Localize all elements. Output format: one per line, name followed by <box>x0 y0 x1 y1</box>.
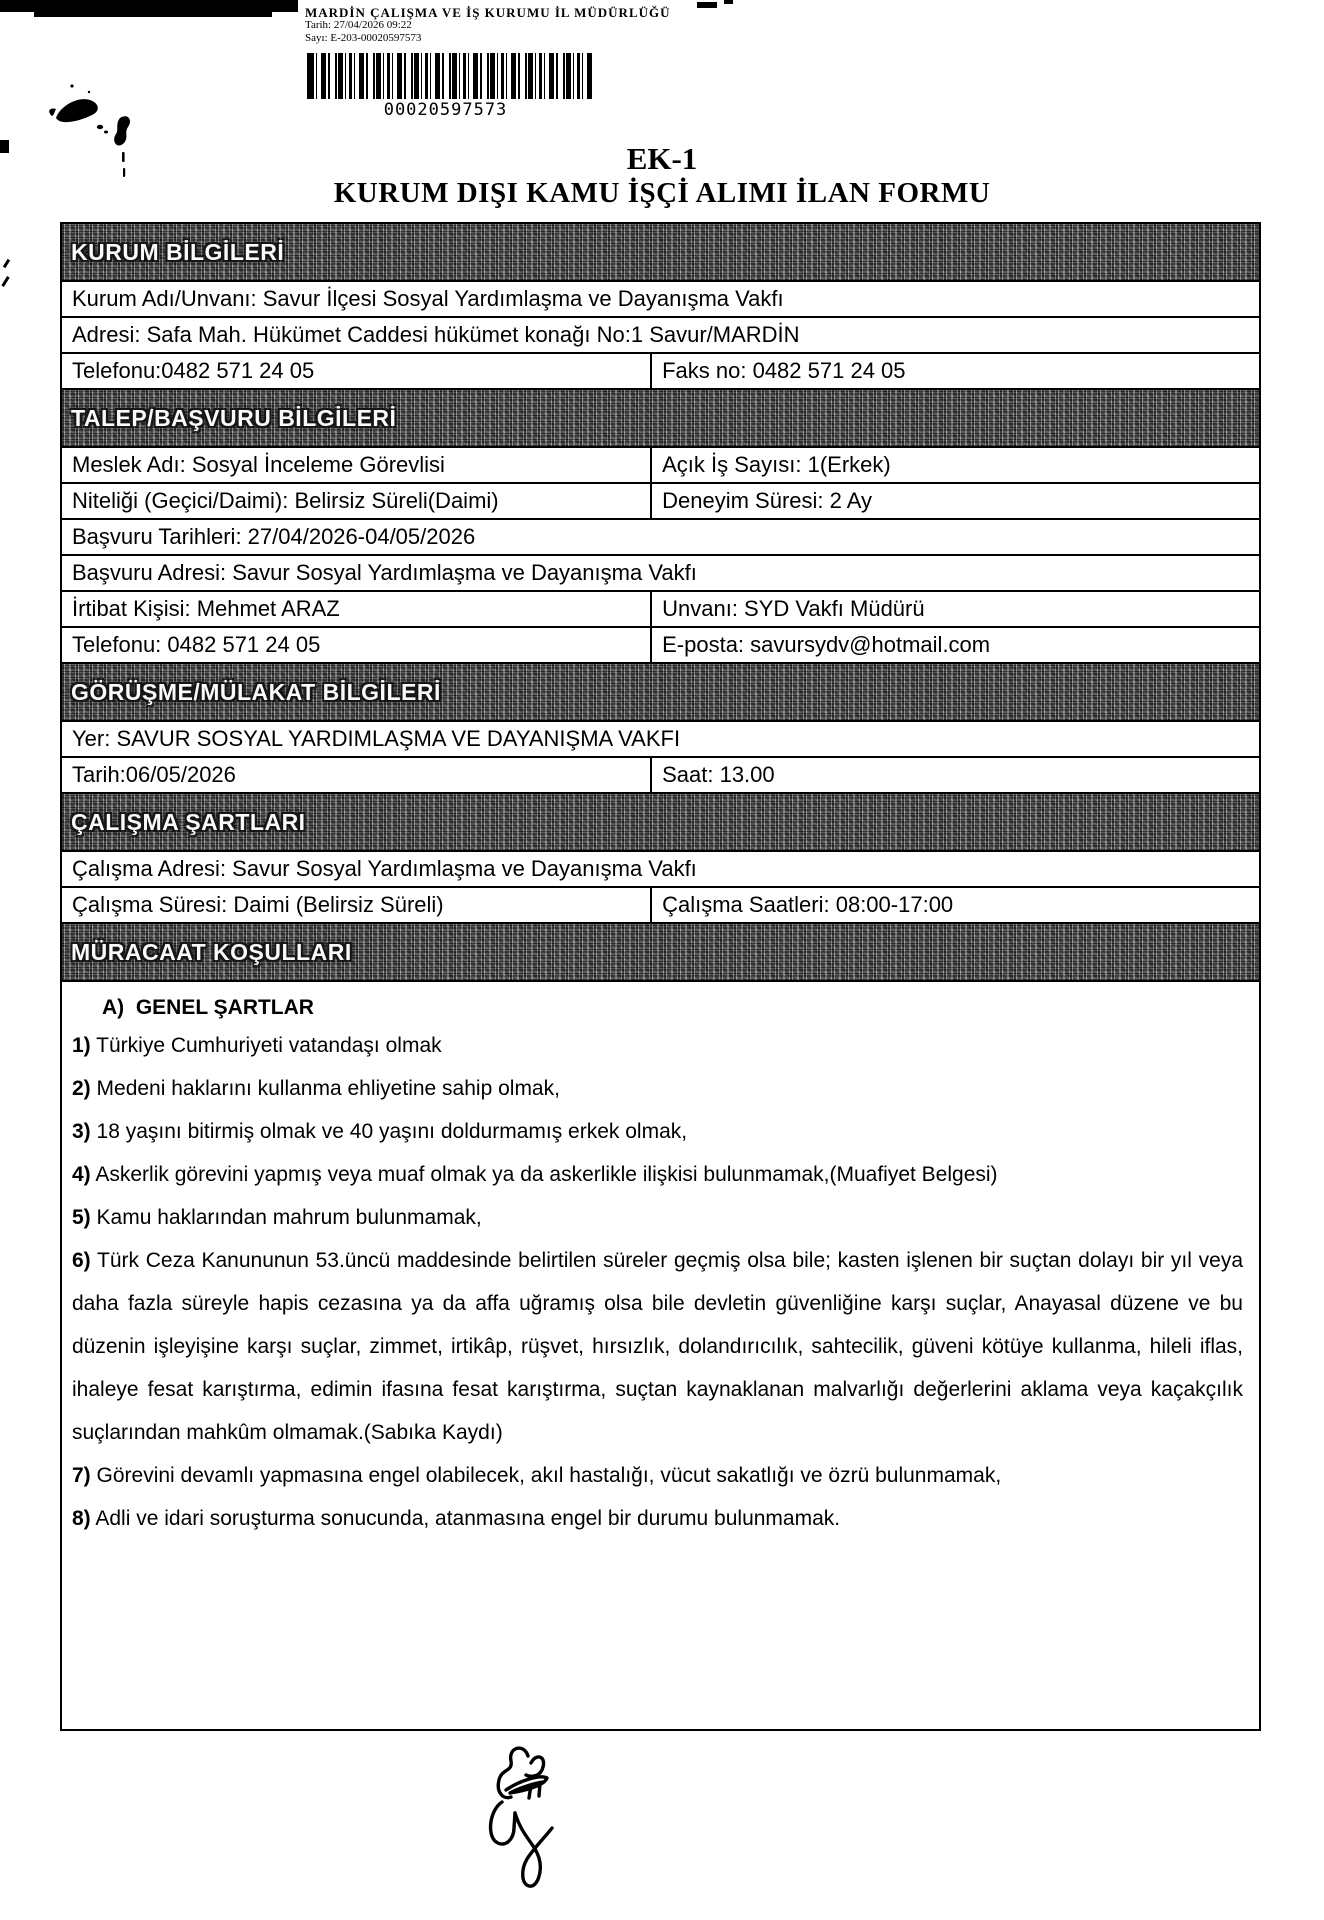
condition-item: 6) Türk Ceza Kanununun 53.üncü maddesinde belirtilen süreler geçmiş olsa bile; kasten işlenen bir suçtan dolayı bir yıl veya daha fazla süreyle hapis cezasına ya da affa uğramış olsa bile devletin güvenliğine karşı suçlar, Anayasal düzene ve bu düzenin işleyişine karşı suçlar, zimmet, irtikâp, rüşvet, hırsızlık, dolandırıcılık, sahtecilik, güveni kötüye kullanma, hileli iflas, ihaleye fesat karıştırma, edimin ifasına fesat karıştırma, suçtan kaynaklanan malvarlığı değerlerini aklama veya kaçakçılık suçlarından mahkûm olmamak.(Sabıka Kaydı) <box>72 1249 1243 1444</box>
barcode <box>307 53 592 99</box>
field-calisma-saatleri: Çalışma Saatleri: 08:00-17:00 <box>662 892 954 917</box>
section-header-kurum-bilgileri <box>62 224 1259 282</box>
handwritten-signature <box>486 1740 582 1912</box>
field-acik-is-sayisi: Açık İş Sayısı: 1(Erkek) <box>662 452 891 477</box>
scan-edge-artifact <box>1 276 9 287</box>
section-header-label: KURUM BİLGİLERİ <box>71 238 285 265</box>
condition-item: 4) Askerlik görevini yapmış veya muaf olmak ya da askerlikle ilişkisi bulunmamak,(Muafiyet Belgesi) <box>72 1163 998 1186</box>
condition-item: 8) Adli ve idari soruşturma sonucunda, atanmasına engel bir durumu bulunmamak. <box>72 1507 841 1530</box>
field-unvani: Unvanı: SYD Vakfı Müdürü <box>662 596 925 621</box>
field-niteligi: Niteliği (Geçici/Daimi): Belirsiz Süreli(Daimi) <box>62 484 652 518</box>
section-header-label: ÇALIŞMA ŞARTLARI <box>71 808 306 835</box>
field-calisma-adresi: Çalışma Adresi: Savur Sosyal Yardımlaşma ve Dayanışma Vakfı <box>72 856 697 881</box>
field-tarih: Tarih:06/05/2026 <box>62 758 652 792</box>
condition-item: 1) Türkiye Cumhuriyeti vatandaşı olmak <box>72 1034 442 1057</box>
table-row <box>62 888 1259 924</box>
field-irtibat-kisisi: İrtibat Kişisi: Mehmet ARAZ <box>62 592 652 626</box>
section-header-calisma-sartlari <box>62 794 1259 852</box>
section-header-muracaat-kosullari <box>62 924 1259 982</box>
form-title: KURUM DIŞI KAMU İŞÇİ ALIMI İLAN FORMU <box>333 177 991 209</box>
scan-edge-artifact <box>0 0 298 12</box>
field-yer: Yer: SAVUR SOSYAL YARDIMLAŞMA VE DAYANIŞMA VAKFI <box>72 726 681 751</box>
section-header-talep-basvuru <box>62 390 1259 448</box>
letterhead <box>305 6 671 45</box>
conditions-subheading <box>102 996 1243 1020</box>
subheading-text: GENEL ŞARTLAR <box>135 996 314 1019</box>
scan-edge-artifact <box>34 12 272 17</box>
table-row <box>62 484 1259 520</box>
table-row <box>62 592 1259 628</box>
field-saat: Saat: 13.00 <box>662 762 775 787</box>
table-row <box>62 722 1259 758</box>
field-basvuru-adresi: Başvuru Adresi: Savur Sosyal Yardımlaşma ve Dayanışma Vakfı <box>72 560 697 585</box>
field-calisma-suresi: Çalışma Süresi: Daimi (Belirsiz Süreli) <box>62 888 652 922</box>
conditions-list <box>72 1024 1243 1540</box>
table-row <box>62 556 1259 592</box>
field-eposta: E-posta: savursydv@hotmail.com <box>662 632 991 657</box>
field-telefonu-2: Telefonu: 0482 571 24 05 <box>62 628 652 662</box>
section-header-label: MÜRACAAT KOŞULLARI <box>71 938 352 965</box>
table-row <box>62 520 1259 556</box>
scan-edge-artifact <box>697 2 717 8</box>
field-adresi: Adresi: Safa Mah. Hükümet Caddesi hükümet konağı No:1 Savur/MARDİN <box>72 322 800 347</box>
section-header-label: GÖRÜŞME/MÜLAKAT BİLGİLERİ <box>71 678 441 705</box>
form-table <box>60 222 1261 1731</box>
field-basvuru-tarihleri: Başvuru Tarihleri: 27/04/2026-04/05/2026 <box>72 524 476 549</box>
condition-item: 3) 18 yaşını bitirmiş olmak ve 40 yaşını doldurmamış erkek olmak, <box>72 1120 688 1143</box>
field-kurum-adi: Kurum Adı/Unvanı: Savur İlçesi Sosyal Yardımlaşma ve Dayanışma Vakfı <box>72 286 784 311</box>
section-header-label: TALEP/BAŞVURU BİLGİLERİ <box>71 404 397 431</box>
section-header-gorusme-mulakat <box>62 664 1259 722</box>
field-faks: Faks no: 0482 571 24 05 <box>662 358 906 383</box>
scan-edge-artifact <box>3 259 10 268</box>
letterhead-number: Sayı: E-203-00020597573 <box>305 32 422 44</box>
field-meslek-adi: Meslek Adı: Sosyal İnceleme Görevlisi <box>62 448 652 482</box>
table-row <box>62 628 1259 664</box>
field-deneyim-suresi: Deneyim Süresi: 2 Ay <box>662 488 873 513</box>
barcode-number: 00020597573 <box>383 100 508 120</box>
attachment-number-title: EK-1 <box>626 141 698 176</box>
field-telefonu: Telefonu:0482 571 24 05 <box>62 354 652 388</box>
letterhead-date: Tarih: 27/04/2026 09:22 <box>305 19 412 31</box>
general-conditions-section <box>62 982 1259 1729</box>
scan-edge-artifact <box>724 0 733 4</box>
table-row <box>62 852 1259 888</box>
issuing-office: MARDİN ÇALIŞMA VE İŞ KURUMU İL MÜDÜRLÜĞÜ <box>305 5 671 20</box>
table-row <box>62 758 1259 794</box>
subheading-label: A) <box>102 996 125 1019</box>
condition-item: 5) Kamu haklarından mahrum bulunmamak, <box>72 1206 482 1229</box>
table-row <box>62 448 1259 484</box>
condition-item: 2) Medeni haklarını kullanma ehliyetine sahip olmak, <box>72 1077 560 1100</box>
condition-item: 7) Görevini devamlı yapmasına engel olabilecek, akıl hastalığı, vücut sakatlığı ve özrü bulunmamak, <box>72 1464 1002 1487</box>
table-row <box>62 282 1259 318</box>
table-row <box>62 318 1259 354</box>
table-row <box>62 354 1259 390</box>
